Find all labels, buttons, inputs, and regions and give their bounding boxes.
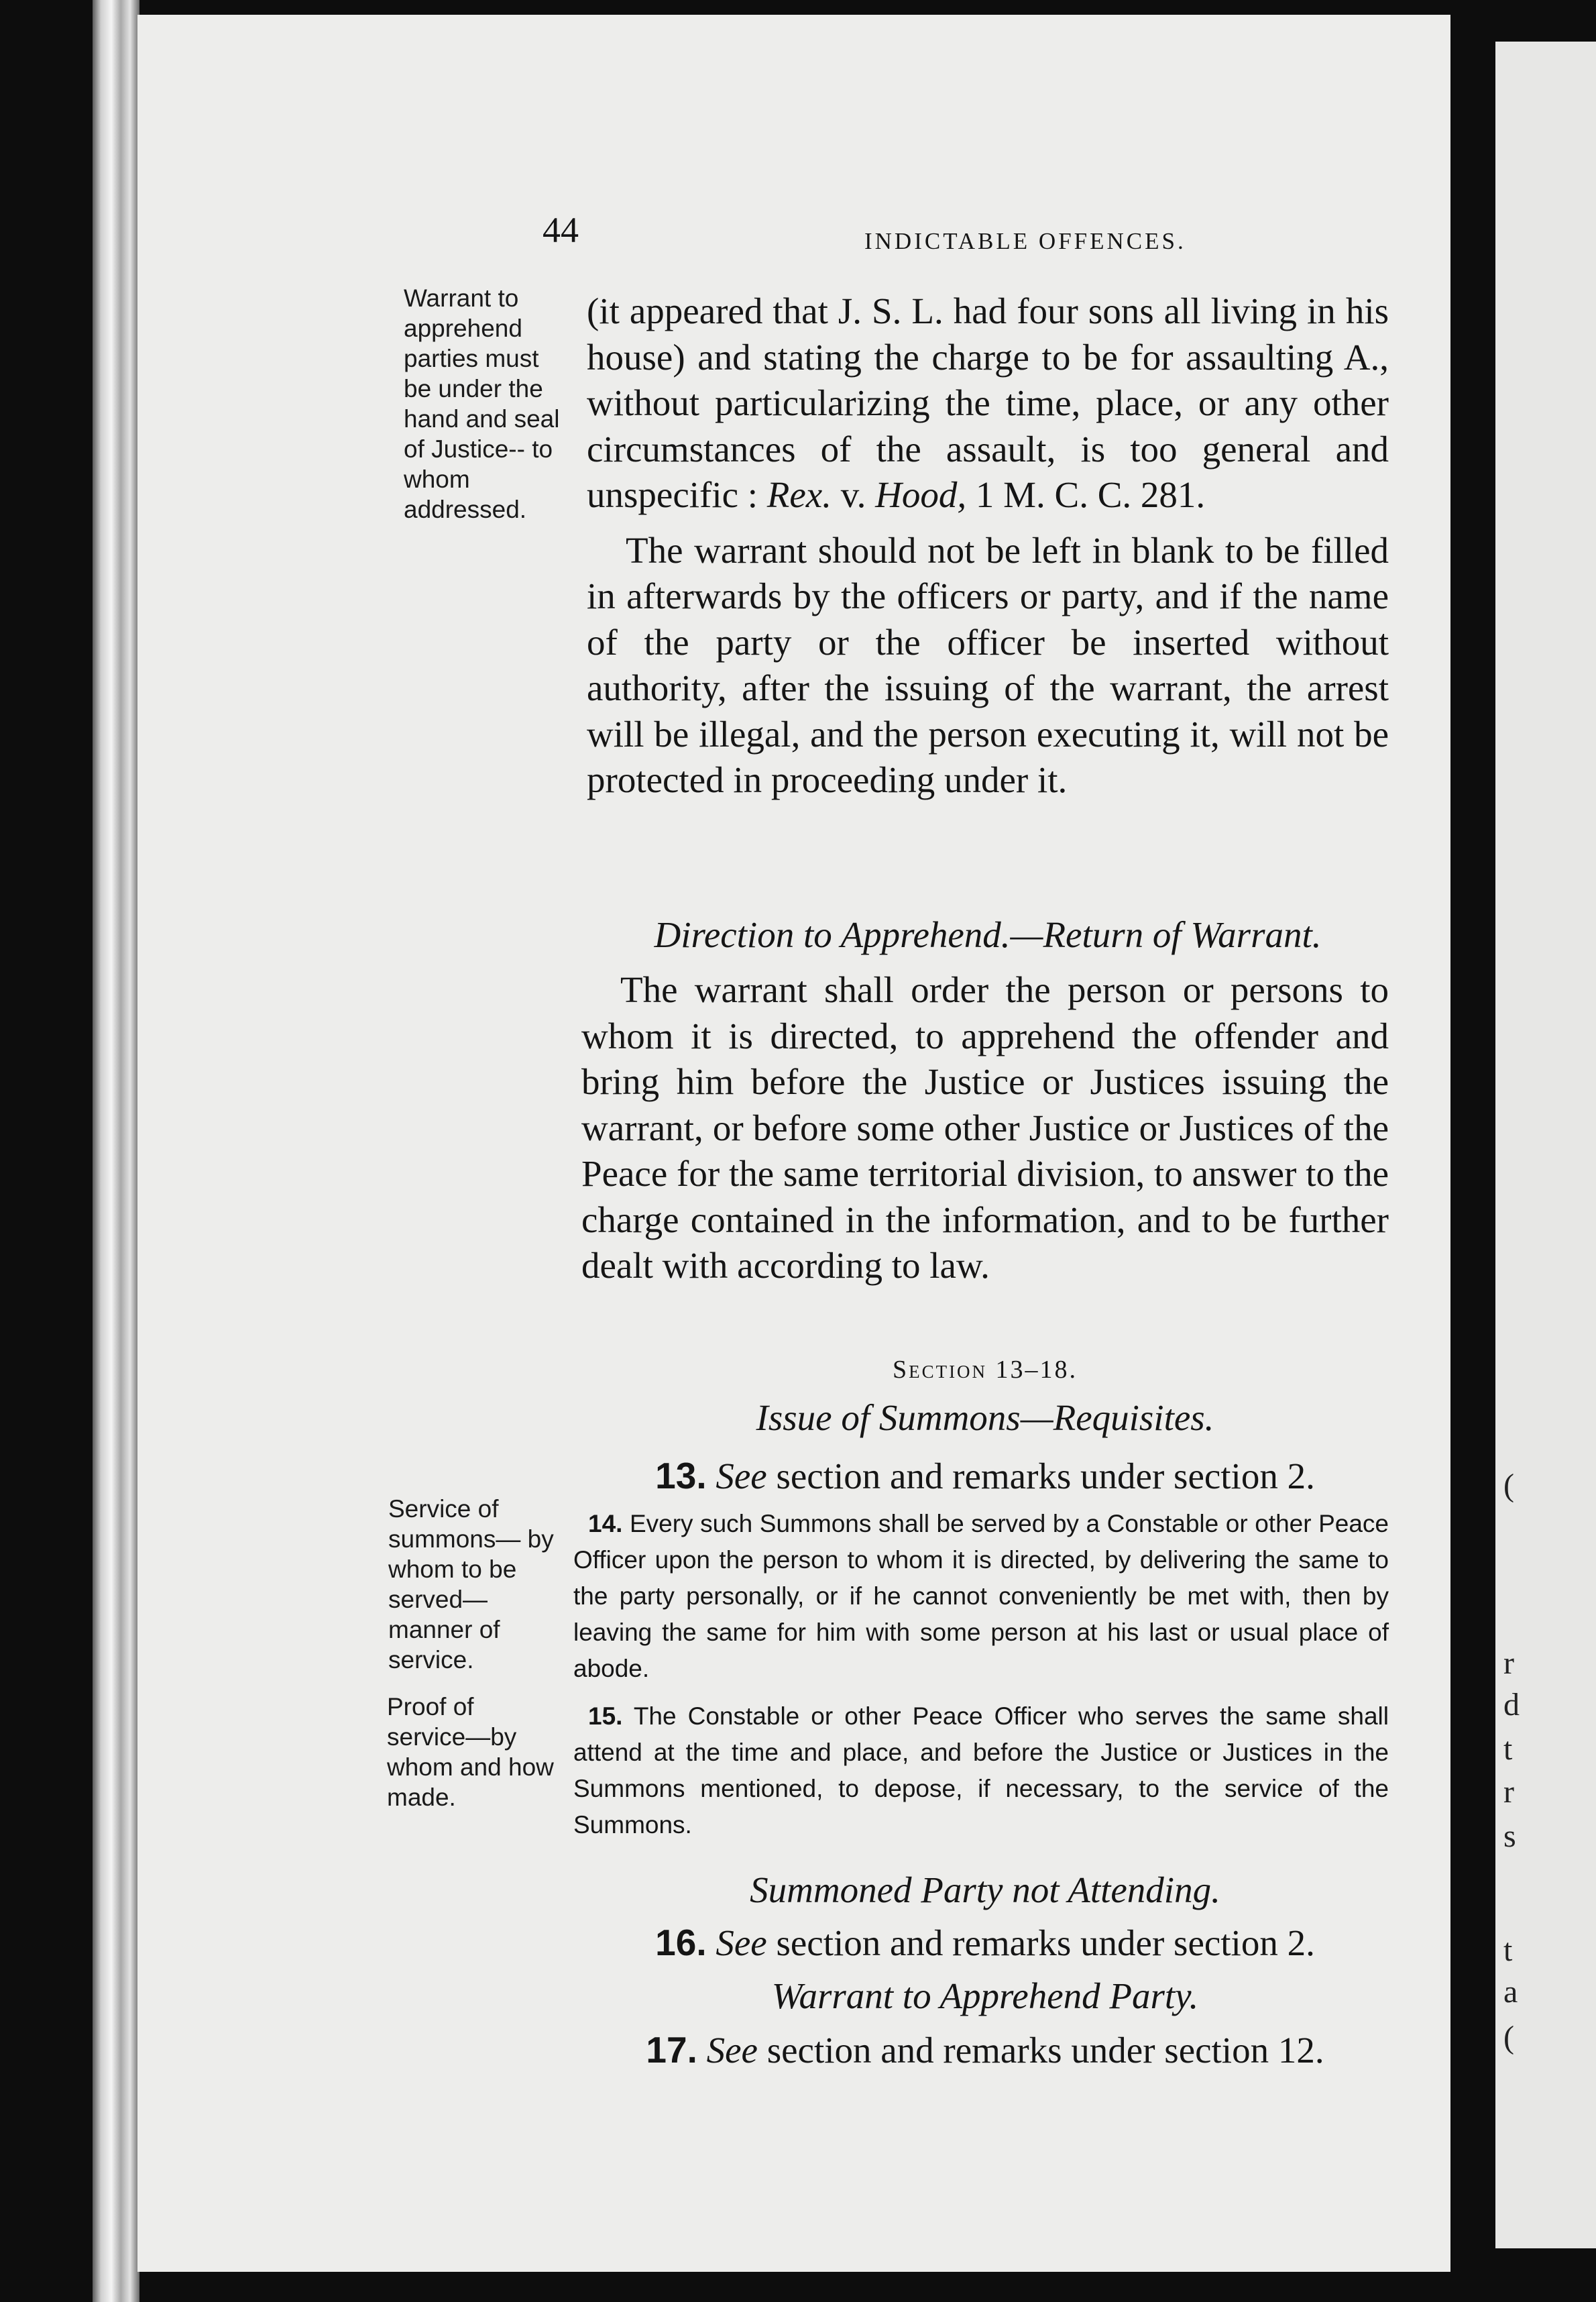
- section-label: Section 13–18.: [892, 1356, 1078, 1384]
- section-17: 17. See section and remarks under section 12.: [646, 2029, 1324, 2071]
- heading-issue-of-summons: Issue of Summons—Requisites.: [756, 1397, 1214, 1438]
- facing-fragment: s: [1503, 1818, 1516, 1854]
- heading-summoned-party: Summoned Party not Attending.: [750, 1869, 1220, 1910]
- paragraph-continuation: (it appeared that J. S. L. had four sons all living in his house) and stating the charge to be for assaulting A., without particularizing the time, place, or any other circumstances of the assault, is too general and unspecific : Rex. v. Hood, 1 M. C. C. 281.: [587, 290, 1389, 515]
- margin-note-service: Service of summons— by whom to be served— manner of service.: [388, 1495, 554, 1674]
- page-number: 44: [543, 210, 579, 250]
- heading-warrant-to-apprehend: Warrant to Apprehend Party.: [771, 1975, 1199, 2016]
- facing-fragment: d: [1503, 1687, 1520, 1722]
- book-spine: [93, 0, 139, 2302]
- section-16: 16. See section and remarks under section 2.: [655, 1922, 1315, 1963]
- running-title: INDICTABLE OFFENCES.: [864, 228, 1186, 254]
- margin-note-warrant: Warrant to apprehend parties must be under the hand and seal of Justice-- to whom addressed.: [404, 284, 560, 523]
- main-text-top: [587, 288, 1389, 804]
- section-15: 15. The Constable or other Peace Officer who serves the same shall attend at the time and place, and before the Justice or Justices in the Summons mentioned, to depose, if necessary, to the service of the Summons.: [573, 1702, 1389, 1839]
- heading-direction: Direction to Apprehend.—Return of Warrant.: [654, 914, 1322, 955]
- facing-fragment: r: [1503, 1645, 1514, 1681]
- facing-fragment: a: [1503, 1974, 1518, 2010]
- facing-page-edge: [1495, 42, 1596, 2248]
- book-page: [137, 15, 1450, 2272]
- section-14: 14. Every such Summons shall be served by a Constable or other Peace Officer upon the person to whom it is directed, by delivering the same to the party personally, or if he cannot conveniently be met with, then by leaving the same for him with some person at his last or usual place of abode.: [573, 1510, 1389, 1682]
- margin-note-proof: Proof of service—by whom and how made.: [387, 1693, 554, 1811]
- facing-fragment: t: [1503, 1731, 1513, 1767]
- facing-fragment: t: [1503, 1932, 1513, 1968]
- facing-fragment: r: [1503, 1774, 1514, 1810]
- facing-fragment: (: [1503, 2020, 1514, 2055]
- paragraph-direction: The warrant shall order the person or persons to whom it is directed, to apprehend the offender and bring him before the Justice or Justices issuing the warrant, or before some other Justice or Justices of the Peace for the same territorial division, to answer to the charge contained in the information, and to be further dealt with according to law.: [581, 969, 1389, 1286]
- paragraph-blank-warrant: The warrant should not be left in blank to be filled in afterwards by the officers or party, and if the name of the party or the officer be inserted without authority, after the issuing of the warrant, the arrest will be illegal, and the person executing it, will not be protected in proceeding under it.: [587, 529, 1389, 800]
- section-13: 13. See section and remarks under section 2.: [655, 1455, 1315, 1496]
- facing-fragment: (: [1503, 1468, 1514, 1503]
